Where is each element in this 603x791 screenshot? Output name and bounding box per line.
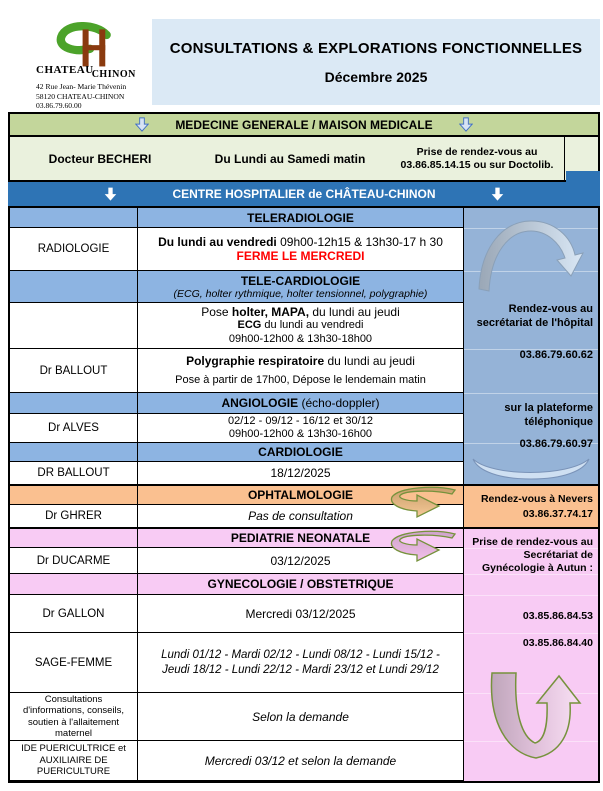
holter-line1-post: du lundi au jeudi [309,305,400,319]
puericulture-note: Mercredi 03/12 et selon la demande [138,741,464,781]
ballout-name: Dr BALLOUT [10,349,138,393]
ecg-days: du lundi au vendredi [261,319,364,331]
hospital-rdv-note: Rendez-vous au secrétariat de l'hôpital [476,303,593,329]
logo-address-line1: 42 Rue Jean- Marie Thévenin [36,82,127,91]
swoosh-arrow-icon [469,456,593,482]
page-month: Décembre 2025 [324,69,428,85]
autun-phone-2: 03.85.86.84.40 [522,637,593,649]
gynecologie-header: GYNECOLOGIE / OBSTETRIQUE [138,574,464,595]
hospital-phone-1: 03.86.79.60.62 [519,349,593,361]
gallon-date: Mercredi 03/12/2025 [138,595,464,633]
medecine-generale-label: MEDECINE GENERALE / MAISON MEDICALE [175,117,433,132]
polygraphie-days: du lundi au jeudi [324,353,415,368]
ophtalmologie-header-left [10,486,138,505]
logo-name-top: CHATEAU [36,64,94,76]
polygraphie-label: Polygraphie respiratoire [186,353,325,368]
ducarme-name: Dr DUCARME [10,548,138,574]
radiologie-name: RADIOLOGIE [10,228,138,271]
logo-name-bottom: CHINON [91,69,136,80]
allaitement-note: Selon la demande [138,693,464,741]
medecine-generale-row [8,137,600,182]
hospital-logo [36,22,154,111]
ballout-cardio-name: DR BALLOUT [10,462,138,486]
teleradiologie-header-left [10,208,138,228]
polygraphie-line2: Pose à partir de 17h00, Dépose le lendemain matin [175,373,426,386]
holter-line1-bold: holter, MAPA, [231,305,310,319]
holter-line1 [201,305,400,319]
angiologie-header [138,393,464,414]
angiologie-title [221,396,379,410]
hospital-phone-2: 03.86.79.60.97 [519,438,593,450]
logo-name [36,64,154,80]
ballout-cardio-date: 18/12/2025 [138,462,464,486]
ghrer-note: Pas de consultation [138,505,464,529]
pediatrie-header-left [10,529,138,548]
hospital-contact-panel [464,208,598,486]
allaitement-name: Consultations d'informations, conseils, soutien à l'allaitement maternel [10,693,138,741]
autun-phone-1: 03.85.86.84.53 [522,610,593,622]
teleradiologie-header: TELERADIOLOGIE [138,208,464,228]
hospital-band-label: CENTRE HOSPITALIER de CHÂTEAU-CHINON [172,187,436,201]
holter-line2 [238,319,364,333]
down-arrow-outline-icon [459,116,473,133]
cardiologie-header-left [10,443,138,462]
doctor-name: Docteur BECHERI [48,151,152,166]
nevers-contact-panel [464,486,598,529]
sage-femme-dates: Lundi 01/12 - Mardi 02/12 - Lundi 08/12 - Lundi 15/12 -Jeudi 18/12 - Lundi 22/12 - Mardi 23/12 et Lundi 29/12 [138,633,464,693]
holter-schedule [138,303,464,349]
doctor-contact: Prise de rendez-vous au 03.86.85.14.15 ou sur Doctolib. [400,145,554,171]
loop-arrow-icon-ophtalmologie [383,485,471,521]
alves-schedule [138,414,464,443]
telecardiologie-header-left [10,271,138,303]
autun-contact-panel [464,529,598,781]
radiologie-schedule [138,228,464,271]
down-arrow-outline-icon [135,116,149,133]
logo-address-line2: 58120 CHATEAU-CHINON [36,91,125,101]
alves-hours: 09h00-12h00 & 13h30-16h00 [228,428,373,440]
cardiologie-header: CARDIOLOGIE [138,443,464,462]
hospital-schedule-table [8,206,600,783]
autun-rdv-note: Prise de rendez-vous au Secrétariat de Gynécologie à Autun : [472,536,593,574]
doctor-schedule: Du Lundi au Samedi matin [214,151,366,166]
sage-femme-name: SAGE-FEMME [10,633,138,693]
page-title: CONSULTATIONS & EXPLORATIONS FONCTIONNELLES [169,40,583,57]
holter-line3: 09h00-12h00 & 13h30-18h00 [228,332,373,345]
ducarme-date: 03/12/2025 [138,548,464,574]
angiologie-title-bold: ANGIOLOGIE [221,396,299,410]
alves-name: Dr ALVES [10,414,138,443]
ghrer-name: Dr GHRER [10,505,138,529]
down-arrow-solid-icon [491,185,504,204]
gynecologie-header-left [10,574,138,595]
radiologie-days: Du lundi au vendredi [158,235,277,249]
radiologie-times: 09h00-12h15 & 13h30-17 h 30 [276,235,443,249]
angiologie-header-left [10,393,138,414]
telecardiologie-title: TELE-CARDIOLOGIE [240,273,361,288]
radiologie-hours [158,235,443,249]
ecg-label: ECG [237,319,262,331]
telecardiologie-header [138,271,464,303]
title-box [152,19,600,105]
logo-address [36,82,154,111]
gallon-name: Dr GALLON [10,595,138,633]
hospital-platform-note: sur la plateforme téléphonique [504,402,593,428]
nevers-phone: 03.86.37.74.17 [522,508,593,520]
telecardiologie-subtitle: (ECG, holter rythmique, holter tensionnel, polygraphie) [173,287,428,300]
down-arrow-solid-icon [104,185,117,204]
medecine-generale-band [8,112,600,137]
loop-arrow-icon-pediatrie [383,527,471,567]
uturn-arrow-icon [477,669,583,765]
polygraphie-schedule [138,349,464,393]
holter-left-empty [10,303,138,349]
ophtalmologie-header: OPHTALMOLOGIE [138,486,464,505]
holter-line1-pre: Pose [201,305,232,319]
puericulture-name: IDE PUERICULTRICE et AUXILIAIRE DE PUERICULTURE [10,741,138,781]
arch-arrow-icon [472,213,586,297]
polygraphie-line1 [186,354,415,368]
radiologie-closed-note: FERME LE MERCREDI [236,249,365,263]
pediatrie-header: PEDIATRIE NEONATALE [138,529,464,548]
nevers-rdv-note: Rendez-vous à Nevers [480,493,593,505]
alves-dates: 02/12 - 09/12 - 16/12 et 30/12 [228,414,373,427]
angiologie-title-sub: (écho-doppler) [298,396,380,410]
hospital-band [8,182,600,206]
logo-phone: 03.86.79.60.00 [36,101,82,110]
